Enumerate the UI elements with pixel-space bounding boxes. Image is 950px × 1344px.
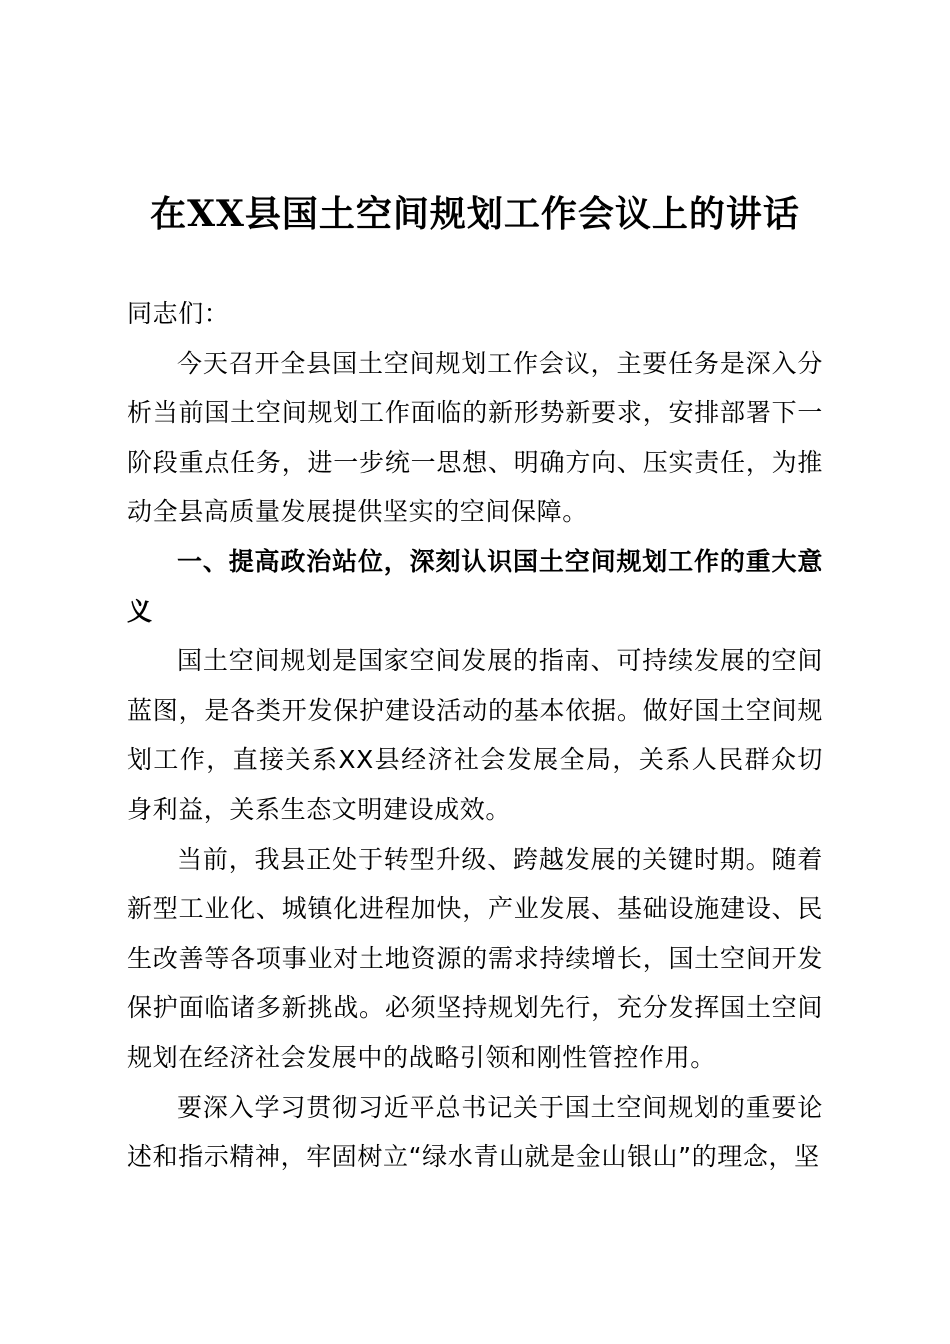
section-heading-1: 一、提高政治站位，深刻认识国土空间规划工作的重大意义 [127,546,823,626]
paragraph-current-situation: 当前，我县正处于转型升级、跨越发展的关键时期。随着新型工业化、城镇化进程加快，产业发展、基础设施建设、民生改善等各项事业对土地资源的需求持续增长，国土空间开发保护面临诸多新挑战。必须坚持规划先行，充分发挥国土空间规划在经济社会发展中的战略引领和刚性管控作用。 [127,844,823,1072]
paragraph-guidance: 要深入学习贯彻习近平总书记关于国土空间规划的重要论述和指示精神，牢固树立“绿水青山就是金山银山”的理念，坚 [127,1092,823,1172]
paragraph-significance: 国土空间规划是国家空间发展的指南、可持续发展的空间蓝图，是各类开发保护建设活动的基本依据。做好国土空间规划工作，直接关系XX县经济社会发展全局，关系人民群众切身利益，关系生态文明建设成效。 [127,646,823,824]
speech-body [127,289,823,1182]
page-title: 在XX县国土空间规划工作会议上的讲话 [150,193,800,235]
intro-paragraph: 今天召开全县国土空间规划工作会议，主要任务是深入分析当前国土空间规划工作面临的新形势新要求，安排部署下一阶段重点任务，进一步统一思想、明确方向、压实责任，为推动全县高质量发展提供坚实的空间保障。 [127,348,823,527]
salutation: 同志们： [127,299,230,328]
